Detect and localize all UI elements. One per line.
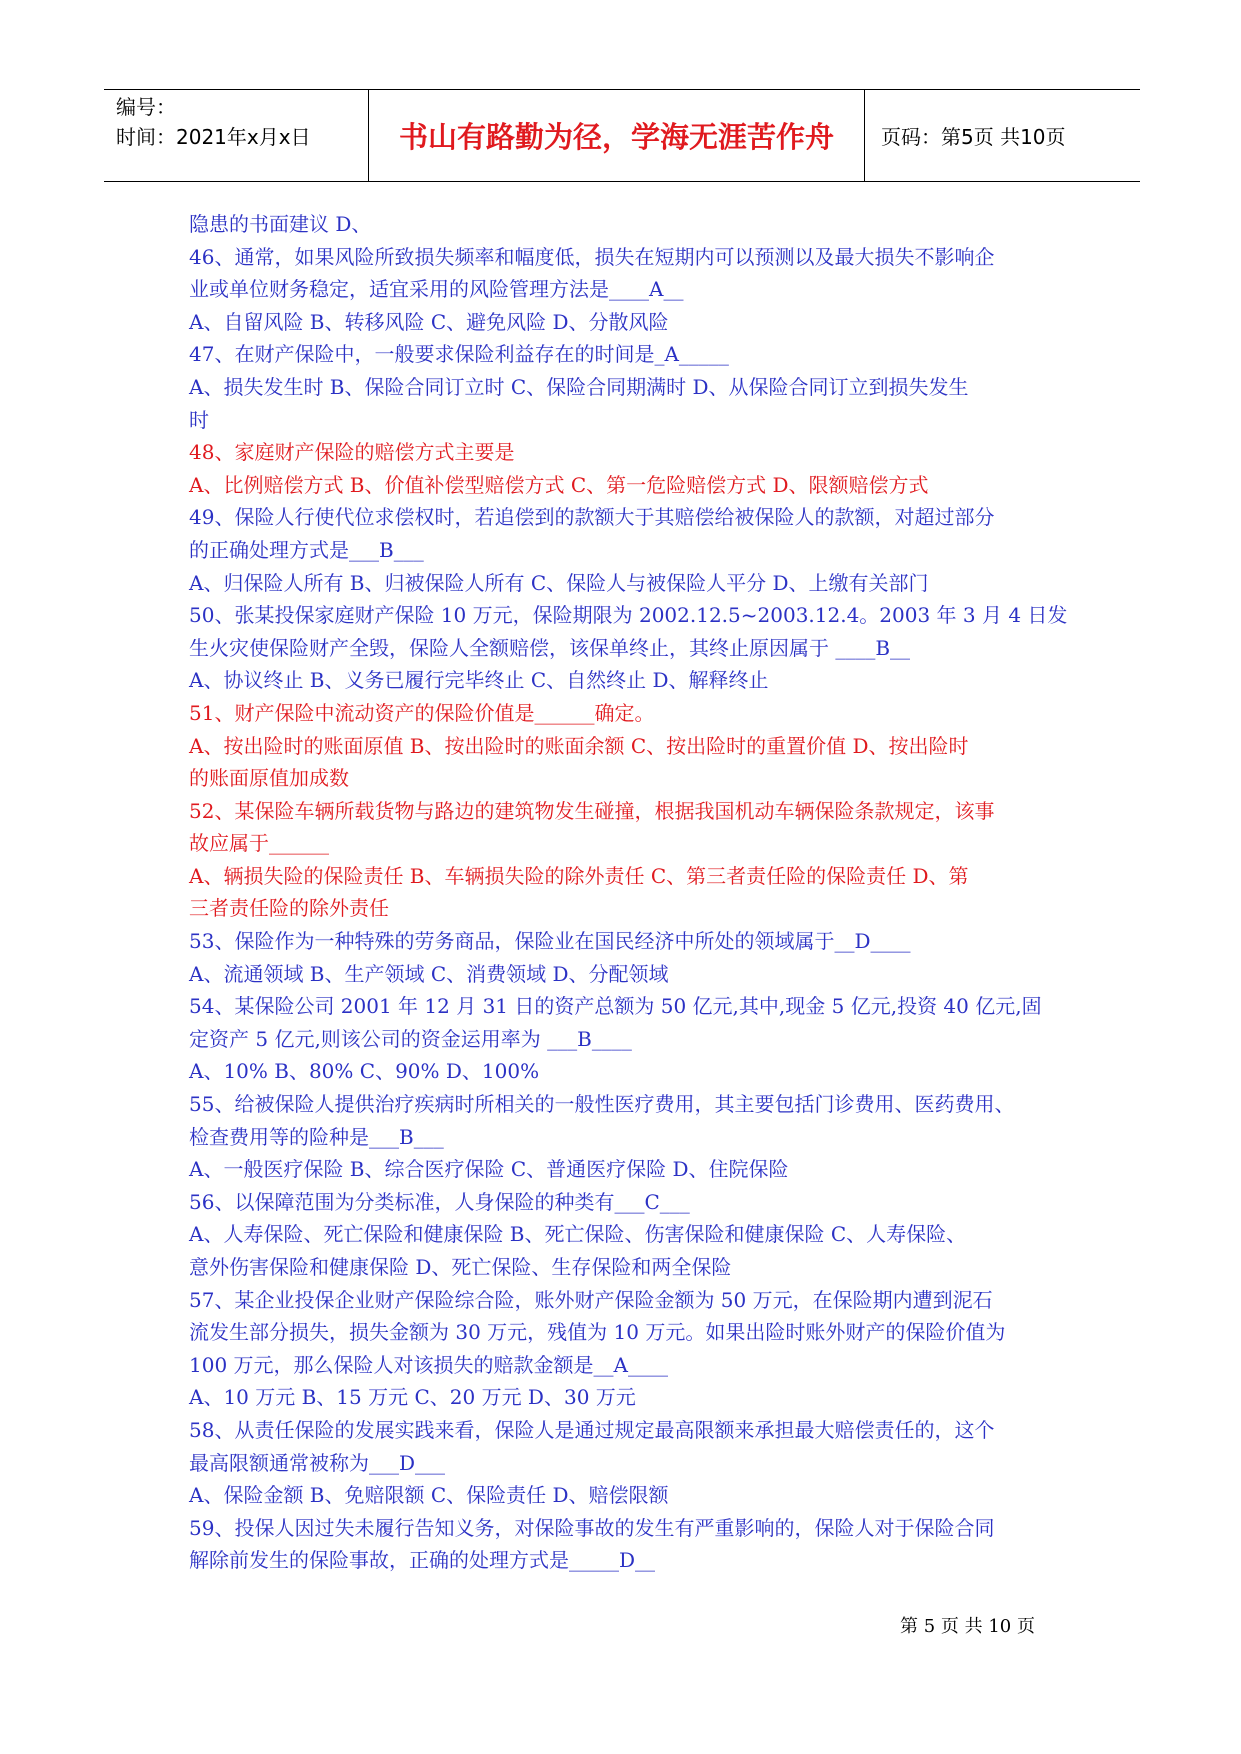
text-line: A、归保险人所有 B、归被保险人所有 C、保险人与被保险人平分 D、上缴有关部门 — [189, 570, 929, 595]
text-line: A、自留风险 B、转移风险 C、避免风险 D、分散风险 — [189, 309, 669, 334]
text-line: 检查费用等的险种是___B___ — [189, 1124, 444, 1149]
page-header — [104, 89, 1140, 182]
text-line: 55、给被保险人提供治疗疾病时所相关的一般性医疗费用，其主要包括门诊费用、医药费用、 — [189, 1092, 1015, 1117]
text-line: 故应属于______ — [189, 831, 329, 856]
text-line: 49、保险人行使代位求偿权时，若追偿到的款额大于其赔偿给被保险人的款额，对超过部分 — [189, 505, 995, 530]
text-line: 时 — [189, 407, 209, 432]
text-line: A、比例赔偿方式 B、价值补偿型赔偿方式 C、第一危险赔偿方式 D、限额赔偿方式 — [189, 472, 929, 497]
text-line: 47、在财产保险中，一般要求保险利益存在的时间是_A_____ — [189, 342, 729, 367]
text-line: 的正确处理方式是___B___ — [189, 537, 424, 562]
text-line: A、保险金额 B、免赔限额 C、保险责任 D、赔偿限额 — [189, 1483, 669, 1508]
text-line: 58、从责任保险的发展实践来看，保险人是通过规定最高限额来承担最大赔偿责任的，这个 — [189, 1417, 995, 1442]
text-line: 46、通常，如果风险所致损失频率和幅度低，损失在短期内可以预测以及最大损失不影响企 — [189, 244, 995, 269]
header-page-label: 页码：第5页 共10页 — [881, 125, 1066, 149]
text-line: 生火灾使保险财产全毁，保险人全额赔偿，该保单终止，其终止原因属于 ____B__ — [189, 635, 911, 660]
text-line: 56、以保障范围为分类标准，人身保险的种类有___C___ — [189, 1189, 690, 1214]
text-line: 100 万元，那么保险人对该损失的赔款金额是__A____ — [189, 1352, 668, 1377]
text-line: A、人寿保险、死亡保险和健康保险 B、死亡保险、伤害保险和健康保险 C、人寿保险、 — [189, 1222, 967, 1247]
text-line: A、辆损失险的保险责任 B、车辆损失险的除外责任 C、第三者责任险的保险责任 D、第 — [189, 863, 969, 888]
text-line: 57、某企业投保企业财产保险综合险，账外财产保险金额为 50 万元，在保险期内遭到泥石 — [189, 1287, 993, 1312]
text-line: 解除前发生的保险事故，正确的处理方式是_____D__ — [189, 1548, 656, 1573]
text-line: 定资产 5 亿元,则该公司的资金运用率为 ___B____ — [189, 1026, 632, 1051]
text-line: 51、财产保险中流动资产的保险价值是______确定。 — [189, 700, 655, 725]
text-line: A、10 万元 B、15 万元 C、20 万元 D、30 万元 — [189, 1385, 636, 1410]
text-line: 50、张某投保家庭财产保险 10 万元，保险期限为 2002.12.5~2003.12.4。2003 年 3 月 4 日发 — [189, 603, 1068, 628]
text-line: 59、投保人因过失未履行告知义务，对保险事故的发生有严重影响的，保险人对于保险合同 — [189, 1515, 995, 1540]
text-line: A、流通领域 B、生产领域 C、消费领域 D、分配领域 — [189, 961, 669, 986]
text-line: 的账面原值加成数 — [189, 766, 349, 791]
question-body — [189, 208, 1069, 1577]
text-line: 业或单位财务稳定，适宜采用的风险管理方法是____A__ — [189, 277, 684, 302]
time-label: 时间：2021年x月x日 — [116, 125, 311, 149]
text-line: A、协议终止 B、义务已履行完毕终止 C、自然终止 D、解释终止 — [189, 668, 769, 693]
text-line: 意外伤害保险和健康保险 D、死亡保险、生存保险和两全保险 — [189, 1255, 732, 1279]
header-motto: 书山有路勤为径，学海无涯苦作舟 — [398, 120, 834, 154]
text-line: A、10% B、80% C、90% D、100% — [189, 1059, 540, 1084]
text-line: A、损失发生时 B、保险合同订立时 C、保险合同期满时 D、从保险合同订立到损失发生 — [189, 374, 969, 399]
text-line: 三者责任险的除外责任 — [189, 896, 389, 921]
text-line: A、一般医疗保险 B、综合医疗保险 C、普通医疗保险 D、住院保险 — [189, 1157, 789, 1182]
page-footer: 第 5 页 共 10 页 — [900, 1616, 1035, 1637]
header-meta — [116, 92, 311, 152]
text-line: 52、某保险车辆所载货物与路边的建筑物发生碰撞，根据我国机动车辆保险条款规定，该事 — [189, 798, 995, 823]
text-line: A、按出险时的账面原值 B、按出险时的账面余额 C、按出险时的重置价值 D、按出险时 — [189, 733, 969, 758]
header-divider-right — [864, 90, 865, 181]
text-line: 隐患的书面建议 D、 — [189, 212, 372, 236]
text-line: 流发生部分损失，损失金额为 30 万元，残值为 10 万元。如果出险时账外财产的保险价值为 — [189, 1320, 1006, 1345]
text-line: 54、某保险公司 2001 年 12 月 31 日的资产总额为 50 亿元,其中,现金 5 亿元,投资 40 亿元,固 — [189, 994, 1042, 1019]
text-line: 48、家庭财产保险的赔偿方式主要是 — [189, 440, 515, 465]
text-line: 最高限额通常被称为___D___ — [189, 1450, 446, 1475]
number-label: 编号： — [116, 95, 176, 119]
text-line: 53、保险作为一种特殊的劳务商品，保险业在国民经济中所处的领域属于__D____ — [189, 929, 911, 954]
